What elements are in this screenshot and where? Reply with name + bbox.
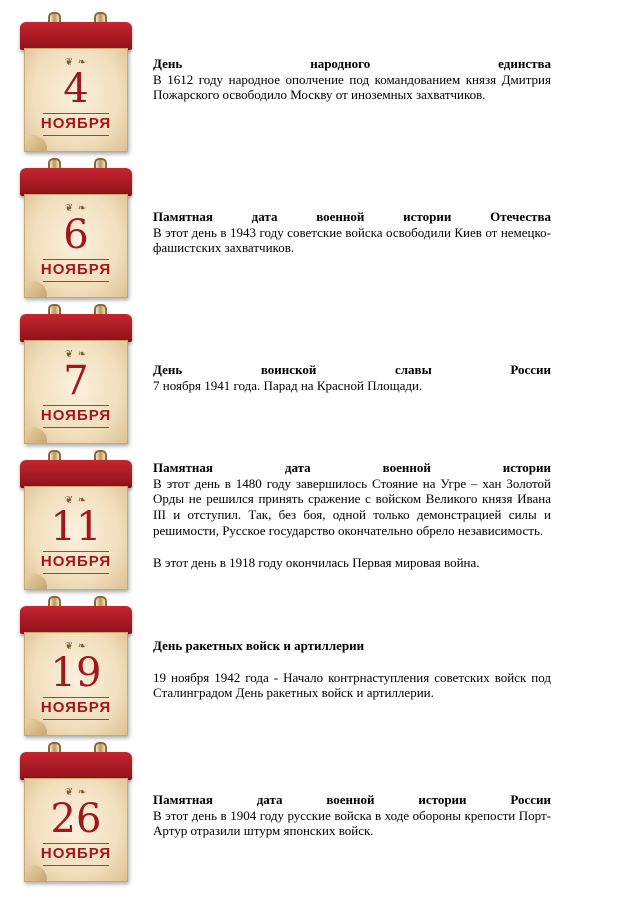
event-description: 7 ноября 1941 года. Парад на Красной Площади.	[153, 377, 423, 393]
calendar-page-icon: ❦ ❧ 19 НОЯБРЯ	[18, 596, 134, 738]
calendar-day: 19	[50, 650, 102, 696]
calendar-page-icon: ❦ ❧ 11 НОЯБРЯ	[18, 450, 134, 592]
event-description: В этот день в 1480 году завершилось Стояние на Угре – хан Золотой Орды не решился принять сражение с войском Великого князя Ивана III и отступил. Так, без боя, одной только демонстрацией силы и решимости, Русское государство окончательно обрело независимость.	[153, 475, 551, 538]
event-text	[153, 362, 551, 393]
event-text	[153, 56, 551, 103]
event-text	[153, 209, 551, 256]
calendar-month: НОЯБРЯ	[40, 115, 112, 132]
event-description: 19 ноября 1942 года - Начало контрнаступления советских войск под Сталинградом День ракетных войск и артиллерии.	[153, 669, 551, 701]
event-text	[153, 638, 551, 701]
event-description: В этот день в 1943 году советские войска освободили Киев от немецко-фашистских захватчиков.	[153, 224, 551, 256]
event-title: День ракетных войск и артиллерии	[153, 638, 365, 653]
event-title: Памятная дата военной истории России	[153, 792, 551, 807]
event-description: В этот день в 1904 году русские войска в ходе обороны крепости Порт-Артур отразили штурм японских войск.	[153, 807, 551, 839]
calendar-day: 26	[50, 796, 102, 842]
calendar-page-icon: ❦ ❧ 7 НОЯБРЯ	[18, 304, 134, 446]
calendar-day: 11	[50, 504, 102, 550]
calendar-month: НОЯБРЯ	[40, 845, 112, 862]
event-text	[153, 792, 551, 839]
event-description: В этот день в 1918 году окончилась Первая мировая война.	[153, 554, 480, 570]
event-title: День народного единства	[153, 56, 551, 71]
calendar-day: 4	[63, 66, 89, 112]
event-text	[153, 460, 551, 570]
event-title: Памятная дата военной истории Отечества	[153, 209, 551, 224]
calendar-month: НОЯБРЯ	[40, 699, 112, 716]
calendar-page-icon: ❦ ❧ 26 НОЯБРЯ	[18, 742, 134, 884]
calendar-day: 7	[63, 358, 89, 404]
calendar-month: НОЯБРЯ	[40, 261, 112, 278]
event-description: В 1612 году народное ополчение под командованием князя Дмитрия Пожарского освободило Москву от иноземных захватчиков.	[153, 71, 551, 103]
event-title: Памятная дата военной истории	[153, 460, 551, 475]
event-title: День воинской славы России	[153, 362, 551, 377]
calendar-month: НОЯБРЯ	[40, 407, 112, 424]
calendar-page-icon: ❦ ❧ 6 НОЯБРЯ	[18, 158, 134, 300]
calendar-month: НОЯБРЯ	[40, 553, 112, 570]
calendar-page-icon: ❦ ❧ 4 НОЯБРЯ	[18, 12, 134, 154]
calendar-day: 6	[63, 212, 89, 258]
